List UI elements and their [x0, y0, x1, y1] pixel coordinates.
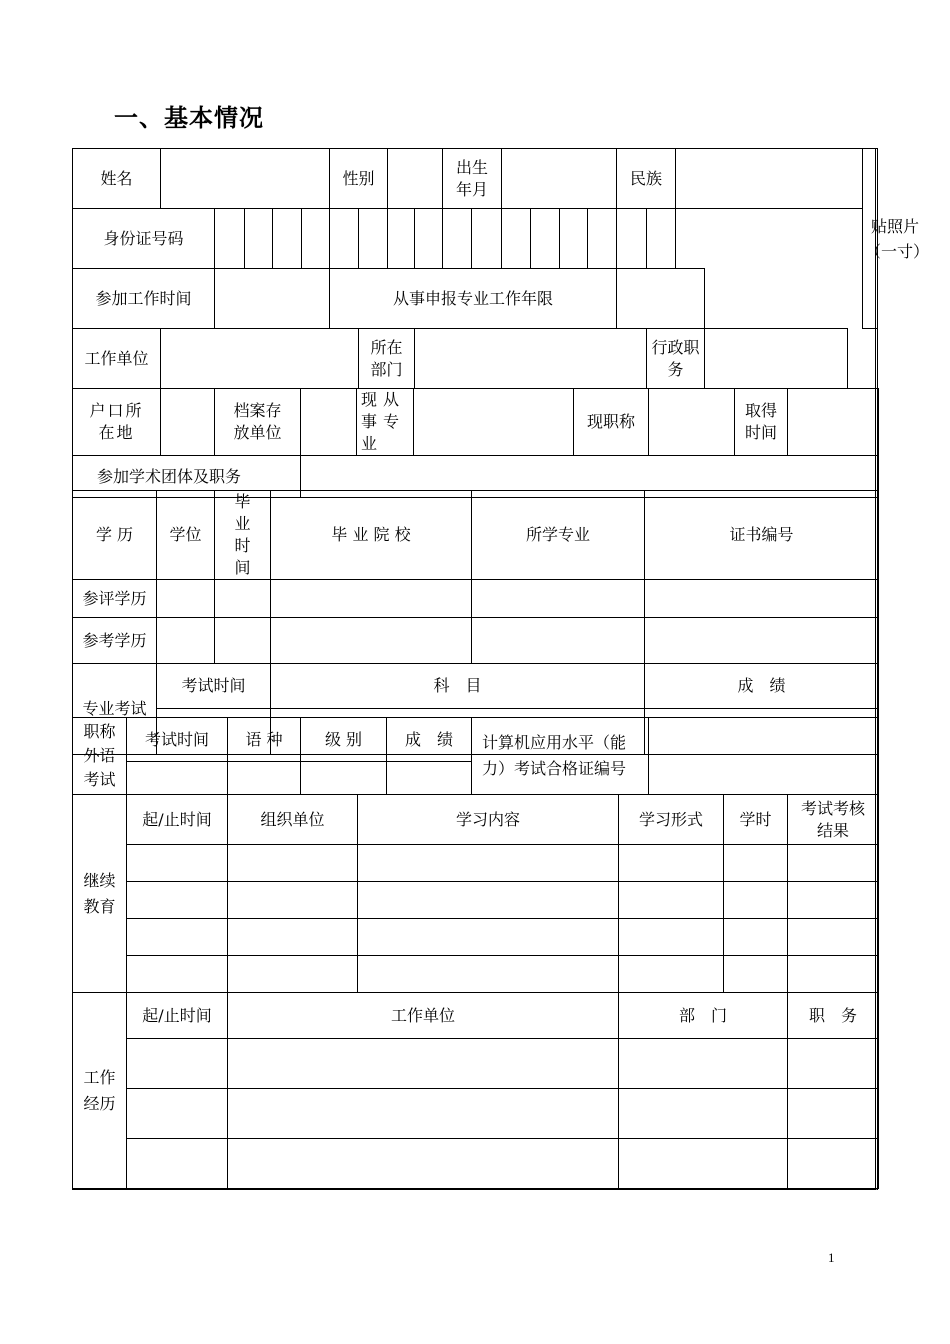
ce-cell[interactable] — [619, 956, 724, 993]
page-title: 一、基本情况 — [114, 104, 264, 132]
gender-label: 性别 — [330, 149, 388, 209]
edu-cell[interactable] — [645, 618, 879, 664]
wh-header: 职 务 — [788, 993, 879, 1039]
wh-cell[interactable] — [619, 1139, 788, 1189]
current-title-label: 现职称 — [574, 389, 649, 456]
years-in-field-value[interactable] — [617, 269, 705, 329]
photo-label: 贴照片（一寸） — [865, 216, 930, 261]
ce-cell[interactable] — [724, 956, 788, 993]
ce-header: 学习内容 — [358, 795, 619, 845]
ce-header: 学时 — [724, 795, 788, 845]
work-start-label: 参加工作时间 — [73, 269, 215, 329]
id-digit[interactable] — [472, 209, 502, 269]
lang-exam-cell[interactable] — [127, 762, 228, 795]
current-field-label: 现从事专业 — [357, 389, 414, 456]
department-label: 所在部门 — [359, 329, 415, 389]
id-digit[interactable] — [388, 209, 415, 269]
wh-cell[interactable] — [619, 1089, 788, 1139]
id-digit[interactable] — [588, 209, 617, 269]
lang-exam-label: 职称外语考试 — [73, 718, 127, 795]
computer-cert-label: 计算机应用水平（能力）考试合格证编号 — [472, 718, 649, 795]
prof-exam-header: 科 目 — [271, 664, 645, 709]
lang-exam-header: 成 绩 — [387, 718, 472, 762]
edu-header: 毕 业 院 校 — [271, 491, 472, 580]
ce-cell[interactable] — [127, 882, 228, 919]
ce-cell[interactable] — [358, 882, 619, 919]
admin-post-label: 行政职务 — [647, 329, 705, 389]
obtained-time-label: 取得时间 — [735, 389, 788, 456]
ce-cell[interactable] — [788, 845, 879, 882]
archive-unit-label: 档案存放单位 — [215, 389, 301, 456]
birth-label: 出生年月 — [443, 149, 502, 209]
id-digit[interactable] — [273, 209, 302, 269]
ce-cell[interactable] — [228, 845, 358, 882]
edu-cell[interactable] — [271, 618, 472, 664]
computer-cert-value[interactable] — [649, 718, 879, 795]
edu-header: 证书编号 — [645, 491, 879, 580]
ce-cell[interactable] — [724, 919, 788, 956]
years-in-field-label: 从事申报专业工作年限 — [330, 269, 617, 329]
ce-header: 考试考核结果 — [788, 795, 879, 845]
ethnic-label: 民族 — [617, 149, 676, 209]
id-digit[interactable] — [245, 209, 273, 269]
basic-info-table-2 — [72, 388, 879, 498]
edu-row-label: 参评学历 — [73, 580, 157, 618]
id-digit[interactable] — [443, 209, 472, 269]
id-digit[interactable] — [359, 209, 388, 269]
ce-cell[interactable] — [358, 919, 619, 956]
ce-cell[interactable] — [127, 956, 228, 993]
edu-row-label: 参考学历 — [73, 618, 157, 664]
lang-exam-cell[interactable] — [301, 762, 387, 795]
ce-cell[interactable] — [228, 956, 358, 993]
education-table — [72, 490, 879, 755]
wh-cell[interactable] — [788, 1139, 879, 1189]
wh-cell[interactable] — [619, 1039, 788, 1089]
id-digit[interactable] — [647, 209, 676, 269]
prof-exam-header: 成 绩 — [645, 664, 879, 709]
ce-cell[interactable] — [788, 882, 879, 919]
ce-cell[interactable] — [619, 882, 724, 919]
current-title-value[interactable] — [649, 389, 735, 456]
ce-cell[interactable] — [788, 956, 879, 993]
page-number: 1 — [828, 1250, 835, 1265]
id-digit[interactable] — [302, 209, 330, 269]
ce-cell[interactable] — [619, 919, 724, 956]
edu-header: 学 历 — [73, 491, 157, 580]
edu-cell[interactable] — [645, 580, 879, 618]
edu-header: 学位 — [157, 491, 215, 580]
wh-header: 起/止时间 — [127, 993, 228, 1039]
current-field-value[interactable] — [414, 389, 574, 456]
ethnic-value[interactable] — [676, 149, 863, 209]
admin-post-value[interactable] — [705, 329, 848, 389]
prof-exam-header: 考试时间 — [157, 664, 271, 709]
id-digit[interactable] — [502, 209, 531, 269]
ce-cell[interactable] — [228, 882, 358, 919]
wh-cell[interactable] — [228, 1139, 619, 1189]
edu-header: 所学专业 — [472, 491, 645, 580]
name-label: 姓名 — [73, 149, 161, 209]
lang-exam-header: 考试时间 — [127, 718, 228, 762]
edu-cell[interactable] — [472, 580, 645, 618]
id-digit[interactable] — [617, 209, 647, 269]
lang-exam-header: 语 种 — [228, 718, 301, 762]
ce-cell[interactable] — [724, 882, 788, 919]
ce-header: 起/止时间 — [127, 795, 228, 845]
employer-label: 工作单位 — [73, 329, 161, 389]
basic-info-table — [72, 148, 930, 389]
id-digit[interactable] — [415, 209, 443, 269]
lang-exam-cell[interactable] — [387, 762, 472, 795]
obtained-time-value[interactable] — [788, 389, 879, 456]
prof-exam-label: 专业考试 — [73, 664, 157, 755]
lang-exam-cell[interactable] — [228, 762, 301, 795]
id-digit[interactable] — [531, 209, 560, 269]
edu-cell[interactable] — [215, 580, 271, 618]
ce-cell[interactable] — [788, 919, 879, 956]
ce-cell[interactable] — [619, 845, 724, 882]
ce-header: 组织单位 — [228, 795, 358, 845]
wh-cell[interactable] — [127, 1139, 228, 1189]
wh-header: 工作单位 — [228, 993, 619, 1039]
ce-cell[interactable] — [228, 919, 358, 956]
photo-box[interactable] — [863, 149, 930, 329]
work-history-table — [72, 992, 879, 1189]
wh-header: 部 门 — [619, 993, 788, 1039]
edu-cell[interactable] — [271, 580, 472, 618]
gender-value[interactable] — [388, 149, 443, 209]
continuing-edu-table — [72, 794, 879, 993]
continuing-edu-label: 继续教育 — [73, 795, 127, 993]
hukou-label: 户口所在地 — [73, 389, 161, 456]
id-digit[interactable] — [215, 209, 245, 269]
wh-cell[interactable] — [228, 1039, 619, 1089]
id-digit[interactable] — [330, 209, 359, 269]
work-start-value[interactable] — [215, 269, 330, 329]
ce-header: 学习形式 — [619, 795, 724, 845]
department-value[interactable] — [415, 329, 647, 389]
wh-cell[interactable] — [127, 1089, 228, 1139]
ce-cell[interactable] — [724, 845, 788, 882]
lang-exam-header: 级 别 — [301, 718, 387, 762]
wh-cell[interactable] — [788, 1089, 879, 1139]
wh-cell[interactable] — [788, 1039, 879, 1089]
ce-cell[interactable] — [127, 845, 228, 882]
name-value[interactable] — [161, 149, 330, 209]
archive-unit-value[interactable] — [301, 389, 357, 456]
ce-cell[interactable] — [127, 919, 228, 956]
edu-cell[interactable] — [472, 618, 645, 664]
wh-cell[interactable] — [127, 1039, 228, 1089]
language-exam-table — [72, 717, 879, 795]
id-number-label: 身份证号码 — [73, 209, 215, 269]
edu-cell[interactable] — [157, 580, 215, 618]
employer-value[interactable] — [161, 329, 359, 389]
ce-cell[interactable] — [358, 956, 619, 993]
birth-value[interactable] — [502, 149, 617, 209]
id-digit[interactable] — [560, 209, 588, 269]
edu-cell[interactable] — [215, 618, 271, 664]
wh-cell[interactable] — [228, 1089, 619, 1139]
ce-cell[interactable] — [358, 845, 619, 882]
academic-groups-label: 参加学术团体及职务 — [73, 456, 301, 498]
work-history-label: 工作经历 — [73, 993, 127, 1189]
hukou-value[interactable] — [161, 389, 215, 456]
edu-cell[interactable] — [157, 618, 215, 664]
edu-header: 毕业时间 — [215, 491, 271, 580]
